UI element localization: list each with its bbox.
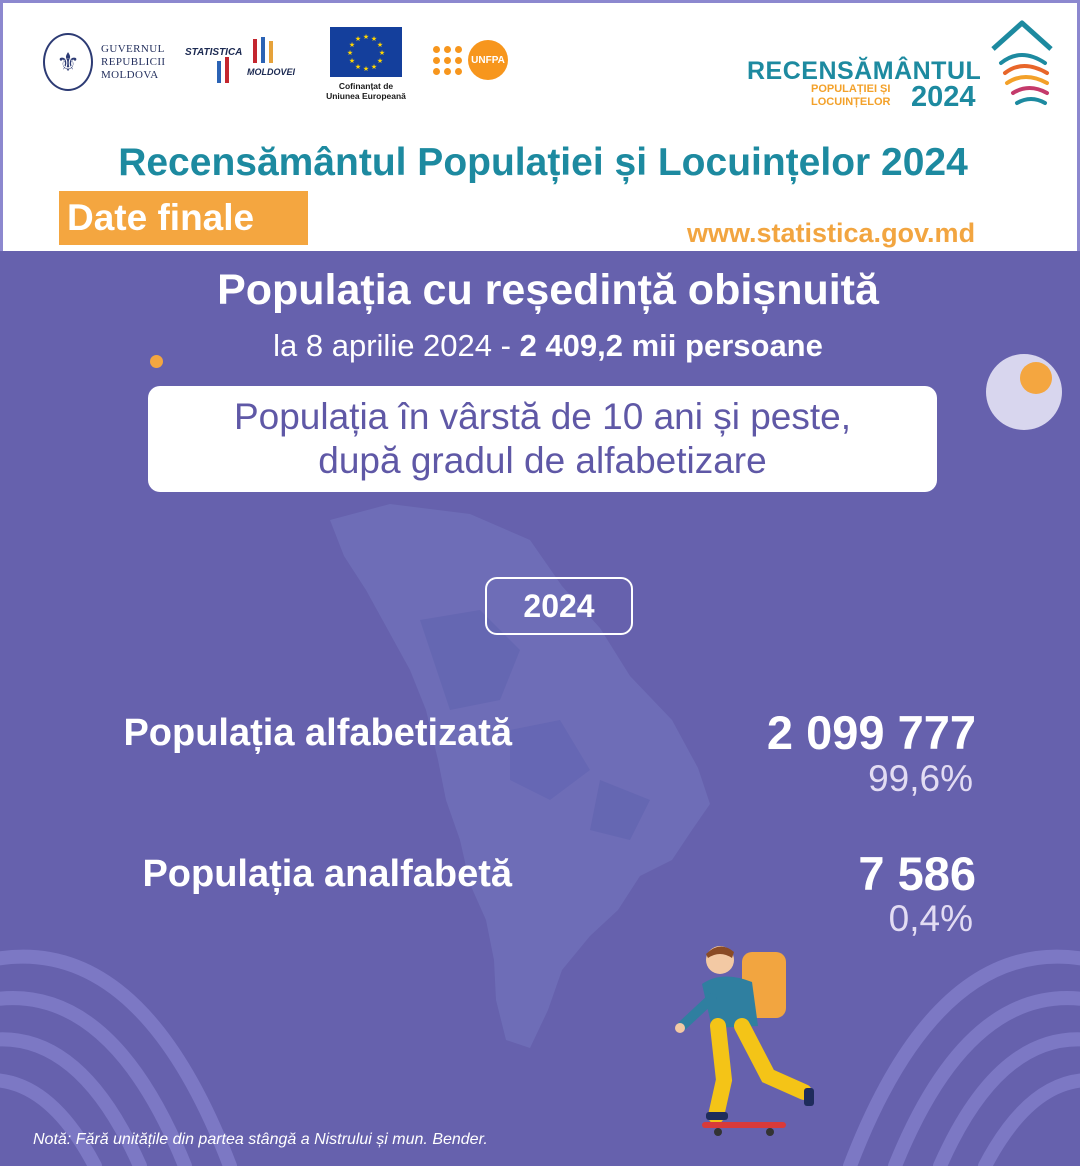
header-panel: [0, 0, 1080, 251]
census-2024-logo: [747, 19, 1057, 119]
footnote: Notă: Fără unitățile din partea stângă a Nistrului și mun. Bender.: [33, 1131, 488, 1148]
eu-flag-icon: [330, 27, 402, 77]
svg-text:★: ★: [362, 65, 370, 73]
population-date: la 8 aprilie 2024 -: [273, 328, 520, 363]
census-logo-year: 2024: [911, 81, 976, 113]
svg-text:★: ★: [348, 57, 356, 65]
stat-bars-icon: [185, 35, 305, 85]
unfpa-badge: UNFPA: [468, 40, 508, 80]
svg-text:★: ★: [346, 49, 354, 57]
illiterate-label: Populația analfabetă: [142, 853, 512, 895]
gov-logo-line: MOLDOVA: [101, 68, 159, 81]
government-logo: [43, 33, 166, 91]
stat-logo-word: STATISTICA: [185, 47, 243, 58]
svg-text:★: ★: [362, 33, 370, 41]
svg-text:★: ★: [378, 49, 386, 57]
house-fingerprint-icon: [987, 19, 1057, 115]
svg-text:★: ★: [376, 57, 384, 65]
svg-text:★: ★: [354, 35, 362, 43]
website-link[interactable]: www.statistica.gov.md: [687, 218, 976, 248]
decorative-dot: [150, 355, 163, 368]
main-title: Recensământul Populației și Locuințelor 2024: [118, 141, 968, 184]
literate-label: Populația alfabetizată: [123, 712, 512, 754]
skateboarder-illustration: [672, 940, 822, 1136]
gov-logo-line: GUVERNUL: [101, 42, 165, 55]
svg-text:★: ★: [370, 35, 378, 43]
eu-cofinancing-logo: [321, 27, 411, 101]
svg-text:★: ★: [376, 41, 384, 49]
literate-value: 2 099 777: [766, 706, 976, 759]
statistica-moldovei-logo: [185, 35, 305, 85]
year-label: 2024: [485, 577, 633, 635]
eu-caption-line: Cofinanțat de: [338, 81, 394, 91]
topic-box: [148, 386, 937, 492]
topic-line: Populația în vârstă de 10 ani și peste,: [233, 396, 852, 437]
svg-text:★: ★: [370, 63, 378, 71]
illiterate-value: 7 586: [858, 847, 976, 900]
svg-text:★: ★: [354, 63, 362, 71]
fingerprint-arcs-right: [840, 930, 1080, 1166]
coat-of-arms-icon: ⚜: [43, 33, 93, 91]
census-logo-title: RECENSĂMÂNTUL: [747, 57, 982, 85]
census-logo-subtitle: LOCUINȚELOR: [811, 96, 891, 108]
population-total: 2 409,2 mii persoane: [519, 328, 823, 363]
unfpa-dots-icon: [433, 46, 462, 75]
eu-caption-line: Uniunea Europeană: [326, 91, 406, 101]
gov-logo-line: REPUBLICII: [101, 55, 166, 68]
stat-logo-word: MOLDOVEI: [247, 67, 296, 77]
topic-line: după gradul de alfabetizare: [318, 440, 767, 481]
decorative-circle-inner: [1020, 362, 1052, 394]
unfpa-logo: [433, 40, 508, 80]
illiterate-percent: 0,4%: [888, 898, 973, 939]
svg-text:★: ★: [348, 41, 356, 49]
literate-percent: 99,6%: [868, 758, 973, 799]
population-heading: Populația cu reședință obișnuită: [217, 266, 879, 314]
final-data-badge: Date finale: [59, 191, 308, 245]
census-logo-subtitle: POPULAȚIEI ȘI: [811, 83, 891, 95]
